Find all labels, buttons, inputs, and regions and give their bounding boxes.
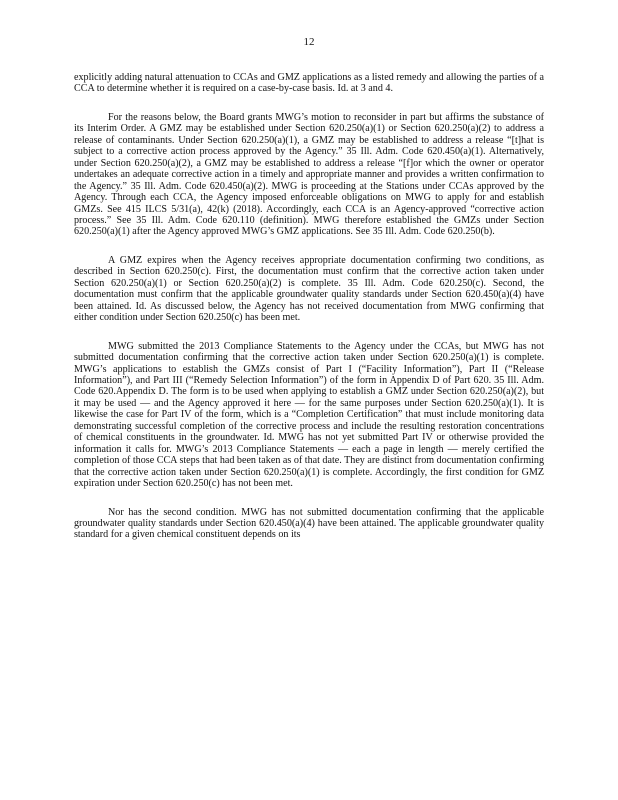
paragraph-second-condition: Nor has the second condition. MWG has not submitted documentation confirming that the applicable groundwater quality standards under Section 620.450(a)(4) have been attained. The applicable groundwater quality standard for a given chemical constituent depends on its <box>74 506 544 541</box>
page-number: 12 <box>303 36 315 48</box>
paragraph-compliance-statements: MWG submitted the 2013 Compliance Statements to the Agency under the CCAs, but MWG has not submitted documentation confirming that the corrective action taken under Section 620.250(a)(1) is complete. MWG’s applications to establish the GMZs consist of Part I (“Facility Information”), Part II (“Release Information”), and Part III (“Remedy Selection Information”) of the form in Appendix D of Part 620. 35 Ill. Adm. Code 620.Appendix D. The form is to be used when applying to establish a GMZ under Section 620.250(a)(2), but it may be used — and the Agency approved it here — for the same purposes under Section 620.250(a)(1). It is likewise the case for Part IV of the form, which is a “Completion Certification” that must include monitoring data demonstrating successful completion of the corrective process and include the resulting restoration concentrations of chemical constituents in the groundwater. Id. MWG has not yet submitted Part IV or otherwise provided the information it calls for. MWG’s 2013 Compliance Statements — each a page in length — merely certified the completion of those CCA steps that had been taken as of that date. They are distinct from documentation confirming that the corrective action taken under Section 620.250(a)(1) is complete. Accordingly, the first condition for GMZ expiration under Section 620.250(c) has not been met. <box>74 340 544 490</box>
body-text <box>74 72 544 541</box>
paragraph-gmz-expiration: A GMZ expires when the Agency receives appropriate documentation confirming two conditions, as described in Section 620.250(c). First, the documentation must confirm that the corrective action taken under Section 620.250(a)(1) or Section 620.250(a)(2) is complete. 35 Ill. Adm. Code 620.250(c). Second, the documentation must confirm that the applicable groundwater quality standards under Section 620.450(a)(4) have been attained. Id. As discussed below, the Agency has not received documentation from MWG confirming that either condition under Section 620.250(c) has been met. <box>74 254 544 324</box>
paragraph-continued: explicitly adding natural attenuation to CCAs and GMZ applications as a listed remedy and allowing the parties of a CCA to determine whether it is required on a case-by-case basis. Id. at 3 and 4. <box>74 72 544 95</box>
paragraph-board-ruling: For the reasons below, the Board grants MWG’s motion to reconsider in part but affirms the substance of its Interim Order. A GMZ may be established under Section 620.250(a)(1) or Section 620.250(a)(2) to address a release of contaminants. Under Section 620.250(a)(1), a GMZ may be established to address a release “[t]hat is subject to a corrective action process approved by the Agency.” 35 Ill. Adm. Code 620.450(a)(1). Alternatively, under Section 620.250(a)(2), a GMZ may be established to address a release “[f]or which the owner or operator undertakes an adequate corrective action in a timely and appropriate manner and provides a written confirmation to the Agency.” 35 Ill. Adm. Code 620.450(a)(2). MWG is proceeding at the Stations under CCAs approved by the Agency. Through each CCA, the Agency imposed enforceable obligations on MWG to apply for and establish GMZs. See 415 ILCS 5/31(a), 42(k) (2018). Accordingly, each CCA is an Agency-approved “corrective action process.” See 35 Ill. Adm. Code 620.110 (definition). MWG therefore established the GMZs under Section 620.250(a)(1) after the Agency approved MWG’s GMZ applications. See 35 Ill. Adm. Code 620.250(b). <box>74 111 544 238</box>
